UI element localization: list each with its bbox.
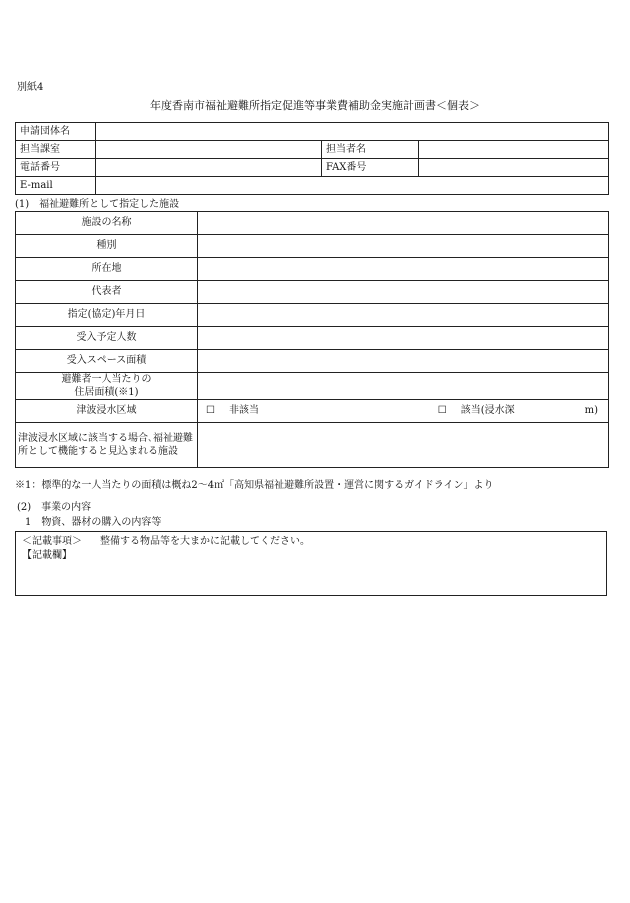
facility-name-label: 施設の名称 xyxy=(16,212,198,235)
tsunami-function-field[interactable] xyxy=(198,423,609,468)
fax-label: FAX番号 xyxy=(322,159,419,177)
depth-unit: m) xyxy=(584,405,598,416)
applicable-checkbox[interactable]: ☐ xyxy=(437,405,447,416)
designation-date-field[interactable] xyxy=(198,304,609,327)
facility-row xyxy=(16,258,609,281)
dept-field[interactable] xyxy=(96,141,322,159)
applicant-org-row xyxy=(16,123,609,141)
facility-address-field[interactable] xyxy=(198,258,609,281)
facility-type-field[interactable] xyxy=(198,235,609,258)
reception-area-field[interactable] xyxy=(198,350,609,373)
facility-representative-label: 代表者 xyxy=(16,281,198,304)
section1-heading: (1) 福祉避難所として指定した施設 xyxy=(15,199,180,210)
not-applicable-checkbox[interactable]: ☐ xyxy=(206,405,215,416)
tsunami-function-row xyxy=(16,423,609,468)
facility-row xyxy=(16,304,609,327)
facility-representative-field[interactable] xyxy=(198,281,609,304)
not-applicable-label: 非該当 xyxy=(228,405,259,416)
notes-text: 整備する物品等を大まかに記載してください。 xyxy=(100,536,310,547)
email-label: E-mail xyxy=(16,177,96,195)
section2-heading: (2) 事業の内容 xyxy=(17,502,92,513)
applicant-org-label: 申請団体名 xyxy=(16,123,96,141)
facility-table xyxy=(15,211,609,468)
tsunami-area-label: 津波浸水区域 xyxy=(16,400,198,423)
email-field[interactable] xyxy=(96,177,609,195)
facility-row xyxy=(16,350,609,373)
phone-row xyxy=(16,159,609,177)
area-per-person-line1: 避難者一人当たりの xyxy=(61,374,152,385)
dept-label: 担当課室 xyxy=(16,141,96,159)
email-row xyxy=(16,177,609,195)
footnote: ※1：標準的な一人当たりの面積は概ね2～4㎡「高知県福祉避難所設置・運営に関するガイドライン」より xyxy=(15,480,494,491)
phone-label: 電話番号 xyxy=(16,159,96,177)
fax-field[interactable] xyxy=(419,159,609,177)
document-title: 年度香南市福祉避難所指定促進等事業費補助金実施計画書＜個表＞ xyxy=(150,99,480,112)
person-label: 担当者名 xyxy=(322,141,419,159)
applicant-info-table xyxy=(15,122,609,195)
entry-label: 【記載欄】 xyxy=(22,550,72,561)
reception-area-label: 受入スペース面積 xyxy=(16,350,198,373)
tsunami-row xyxy=(16,400,609,423)
subitem-heading: 1 物資、器材の購入の内容等 xyxy=(25,517,162,528)
applicable-label: 該当(浸水深 xyxy=(460,405,515,416)
facility-row xyxy=(16,373,609,400)
facility-type-label: 種別 xyxy=(16,235,198,258)
facility-address-label: 所在地 xyxy=(16,258,198,281)
area-per-person-line2: 住居面積(※1) xyxy=(74,387,139,398)
facility-row xyxy=(16,281,609,304)
applicant-org-field[interactable] xyxy=(96,123,609,141)
phone-field[interactable] xyxy=(96,159,322,177)
planned-capacity-field[interactable] xyxy=(198,327,609,350)
facility-row xyxy=(16,235,609,258)
facility-row xyxy=(16,327,609,350)
area-per-person-label xyxy=(16,373,198,400)
planned-capacity-label: 受入予定人数 xyxy=(16,327,198,350)
tsunami-options xyxy=(198,400,609,423)
document-label: 別紙4 xyxy=(17,82,44,93)
tsunami-function-label: 津波浸水区域に該当する場合､福祉避難所として機能すると見込まれる施設 xyxy=(16,423,198,468)
designation-date-label: 指定(協定)年月日 xyxy=(16,304,198,327)
notes-box[interactable] xyxy=(15,531,607,596)
facility-row xyxy=(16,212,609,235)
area-per-person-field[interactable] xyxy=(198,373,609,400)
dept-row xyxy=(16,141,609,159)
notes-label: ＜記載事項＞ xyxy=(22,536,82,547)
facility-name-field[interactable] xyxy=(198,212,609,235)
person-field[interactable] xyxy=(419,141,609,159)
